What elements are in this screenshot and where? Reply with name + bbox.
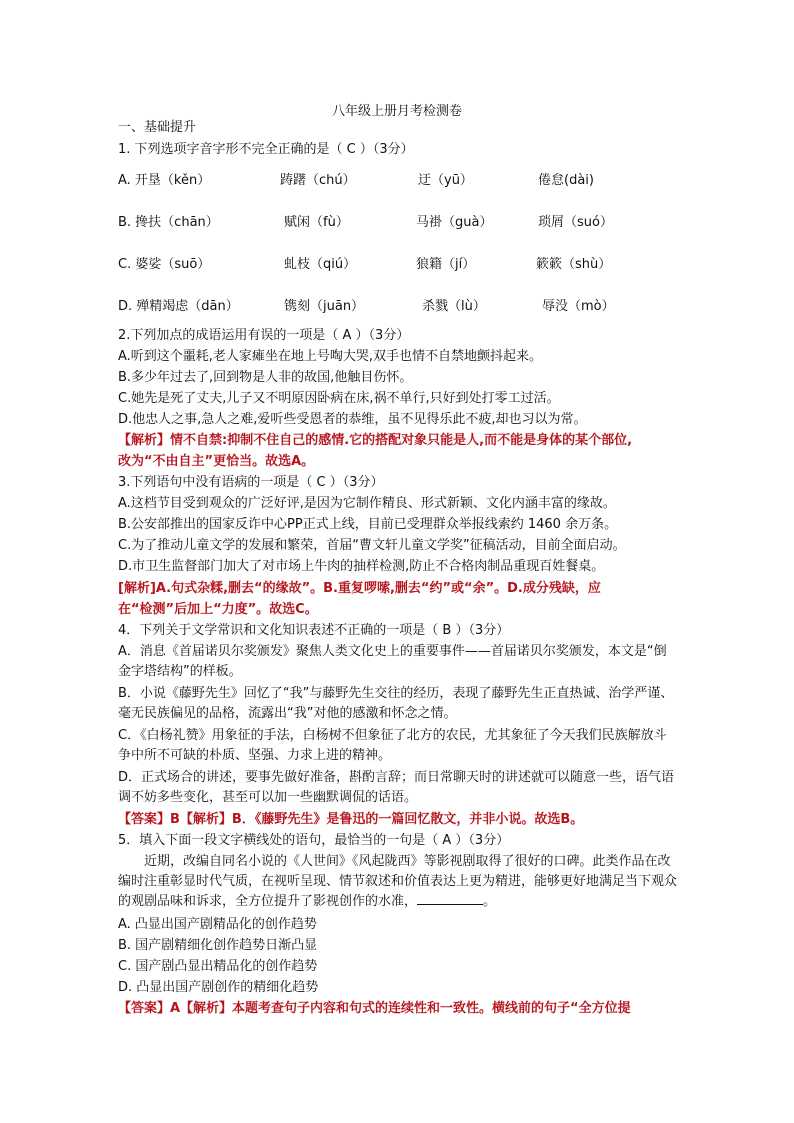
q2-option-c: C.她先是死了丈夫,儿子又不明原因卧病在床,祸不单行,只好到处打零工过活。 [118, 391, 560, 406]
question-5-stem: 5．填入下面一段文字横线处的语句，最恰当的一句是（ A ）（3分） [118, 833, 510, 848]
question-2-stem: 2.下列加点的成语运用有误的一项是（ A ）（3分） [118, 328, 410, 343]
q3-option-c: C.为了推动儿童文学的发展和繁荣，首届“曹文轩儿童文学奖”征稿活动，目前全面启动。 [118, 538, 626, 553]
section-heading: 一、基础提升 [118, 120, 197, 135]
q1-option-b-2: 赋闲（fù） [284, 215, 349, 230]
q1-option-d-3: 杀戮（lù） [422, 299, 486, 314]
q4-answer: 【答案】B【解析】B．《藤野先生》是鲁迅的一篇回忆散文，并非小说。故选B。 [118, 812, 584, 827]
q2-analysis-line-1: 【解析】情不自禁:抑制不住自己的感情.它的搭配对象只能是人,而不能是身体的某个部位, [118, 433, 633, 448]
q5-fill-blank [417, 892, 483, 905]
q3-option-b: B.公安部推出的国家反诈中心PP正式上线，目前已受理群众举报线索约 1460 余万条。 [118, 517, 618, 532]
q3-analysis-line-1: [解析]A.句式杂糅,删去“的缘故”。B.重复啰嗦,删去“约”或“余”。D.成分残缺，应 [118, 581, 601, 596]
q5-option-d: D. 凸显出国产剧创作的精细化趋势 [118, 980, 319, 995]
q1-option-d-2: 镌刻（juān） [284, 299, 365, 314]
q1-option-c-4: 簌簌（shù） [536, 257, 612, 272]
q5-passage [118, 852, 678, 912]
q1-option-c-3: 狼籍（jí） [416, 257, 476, 272]
q1-option-b-4: 琐屑（suó） [538, 215, 613, 230]
q1-option-b-3: 马褂（guà） [416, 215, 493, 230]
q3-analysis-line-2: 在“检测”后加上“力度”。故选C。 [118, 602, 318, 617]
q4-option-d: D．正式场合的讲述，要事先做好准备，斟酌言辞；而日常聊天时的讲述就可以随意一些，语气语调不妨多些变化，甚至可以加一些幽默调侃的话语。 [118, 770, 675, 805]
q2-option-d: D.他忠人之事,急人之难,爱听些受恩者的恭维，虽不见得乐此不疲,却也习以为常。 [118, 412, 587, 427]
q5-option-c: C. 国产剧凸显出精品化的创作趋势 [118, 959, 318, 974]
q4-option-a: A．消息《首届诺贝尔奖颁发》聚焦人类文化史上的重要事件——首届诺贝尔奖颁发，本文是“倒金字塔结构”的样板。 [118, 644, 667, 679]
q1-option-a-2: 踌躇（chú） [280, 173, 356, 188]
q1-option-c-2: 虬枝（qiú） [284, 257, 357, 272]
q4-option-c: C．《白杨礼赞》用象征的手法，白杨树不但象征了北方的农民，尤其象征了今天我们民族解放斗争中所不可缺的朴质、坚强、力求上进的精神。 [118, 728, 667, 763]
q1-option-d-1: D. 殚精竭虑（dān） [118, 299, 239, 314]
question-4-stem: 4．下列关于文学常识和文化知识表述不正确的一项是（ B ）（3分） [118, 623, 510, 638]
q1-option-a-4: 倦怠(dài) [538, 173, 594, 188]
q5-passage-text: 近期，改编自同名小说的《人世间》《风起陇西》等影视剧取得了很好的口碑。此类作品在改编时注重彰显时代气质，在视听呈现、情节叙述和价值表达上更为精进，能够更好地满足当下观众的观剧品味和诉求，全方位提升了影视创作的水准， [118, 854, 678, 909]
q5-answer: 【答案】A【解析】本题考查句子内容和句式的连续性和一致性。横线前的句子“全方位提 [118, 1001, 631, 1016]
q1-option-a-1: A. 开垦（kěn） [118, 173, 211, 188]
q1-option-c-1: C. 婆娑（suō） [118, 257, 211, 272]
q2-option-a: A.听到这个噩耗,老人家瘫坐在地上号啕大哭,双手也情不自禁地颤抖起来。 [118, 349, 543, 364]
q1-option-d-4: 辱没（mò） [542, 299, 615, 314]
q5-option-a: A. 凸显出国产剧精品化的创作趋势 [118, 917, 317, 932]
q1-option-a-3: 迂（yū） [418, 173, 473, 188]
q5-passage-end: 。 [483, 894, 497, 909]
q3-option-a: A.这档节目受到观众的广泛好评,是因为它制作精良、形式新颖、文化内涵丰富的缘故。 [118, 496, 616, 511]
q1-option-b-1: B. 搀扶（chān） [118, 215, 219, 230]
q5-option-b: B. 国产剧精细化创作趋势日渐凸显 [118, 938, 318, 953]
q3-option-d: D.市卫生监督部门加大了对市场上牛肉的抽样检测,防止不合格肉制品重现百姓餐桌。 [118, 559, 605, 574]
page-title: 八年级上册月考检测卷 [331, 104, 462, 119]
question-3-stem: 3.下列语句中没有语病的一项是（ C ）（3分） [118, 475, 384, 490]
q4-option-b: B．小说《藤野先生》回忆了“我”与藤野先生交往的经历，表现了藤野先生正直热诚、治学严谨、毫无民族偏见的品格，流露出“我”对他的感激和怀念之情。 [118, 686, 674, 721]
q2-option-b: B.多少年过去了,回到物是人非的故国,他触目伤怀。 [118, 370, 413, 385]
q2-analysis-line-2: 改为“不由自主”更恰当。故选A。 [118, 454, 315, 469]
question-1-stem: 1. 下列选项字音字形不完全正确的是（ C ）（3分） [118, 142, 414, 157]
